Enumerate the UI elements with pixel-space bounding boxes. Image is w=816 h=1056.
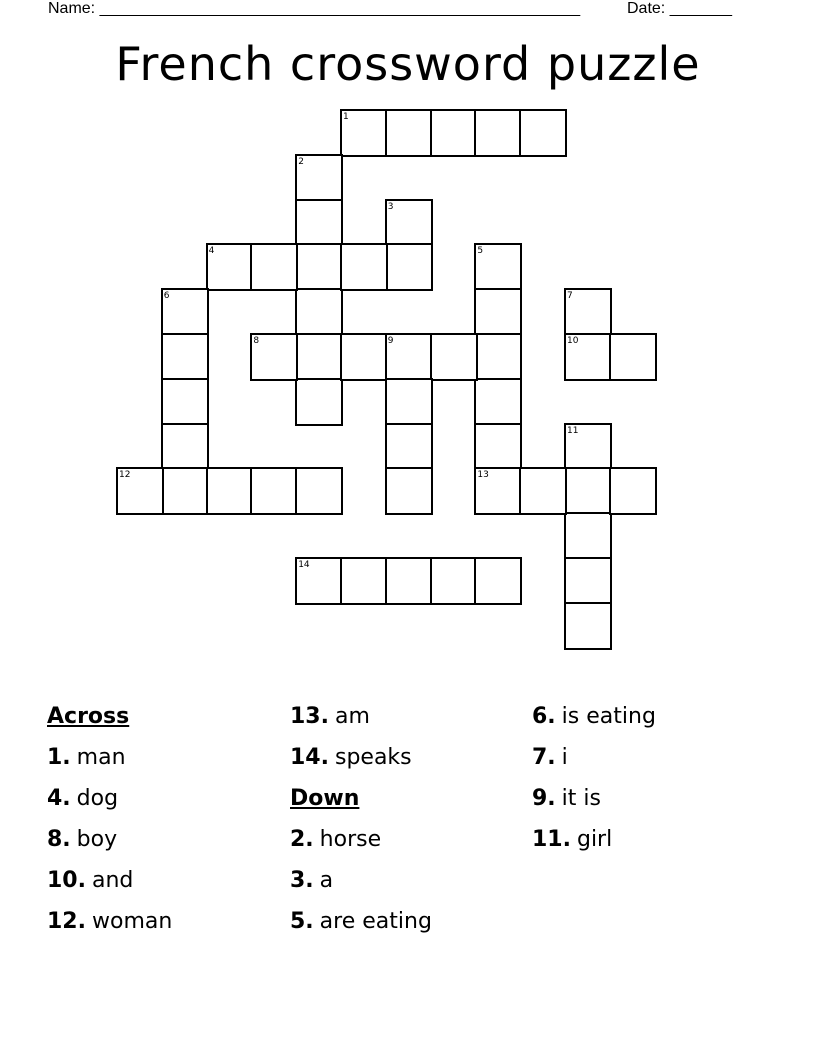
clue-item — [290, 864, 432, 905]
clue-section-heading: Down — [290, 786, 360, 811]
clue-item-number: 5. — [290, 909, 314, 934]
crossword-cell[interactable] — [474, 557, 522, 605]
clue-item-text: a — [319, 868, 334, 893]
clue-number: 8 — [253, 336, 260, 346]
clue-number: 6 — [163, 291, 170, 302]
crossword-cell[interactable] — [295, 154, 343, 202]
clue-item — [532, 700, 656, 741]
clue-item — [532, 782, 656, 823]
clue-number: 1 — [343, 112, 349, 122]
crossword-cell[interactable] — [564, 467, 612, 515]
clue-list — [0, 700, 816, 1000]
clue-number: 2 — [298, 156, 304, 167]
clue-column-3 — [532, 700, 656, 864]
clue-number: 7 — [567, 291, 573, 302]
clue-item-text: and — [91, 868, 134, 893]
crossword-cell[interactable] — [340, 243, 388, 291]
clue-item — [290, 700, 432, 741]
clue-item-number: 13. — [290, 704, 329, 729]
crossword-cell[interactable] — [295, 333, 343, 381]
crossword-cell[interactable] — [295, 378, 343, 426]
clue-item — [47, 864, 172, 905]
clue-item-number: 14. — [290, 745, 329, 770]
clue-number: 10 — [567, 336, 579, 346]
clue-item-number: 9. — [532, 786, 556, 811]
crossword-cell[interactable] — [385, 243, 433, 291]
crossword-cell[interactable] — [206, 467, 254, 515]
clue-item — [47, 905, 172, 946]
crossword-cell[interactable] — [430, 109, 478, 157]
clue-item-text: is eating — [561, 704, 656, 729]
crossword-cell[interactable] — [609, 333, 657, 381]
crossword-cell[interactable] — [340, 109, 388, 157]
crossword-cell[interactable] — [564, 602, 612, 650]
worksheet-header — [0, 0, 816, 24]
clue-section-heading: Across — [47, 704, 130, 729]
crossword-cell[interactable] — [295, 467, 343, 515]
crossword-cell[interactable] — [206, 243, 254, 291]
crossword-cell[interactable] — [609, 467, 657, 515]
clue-number: 5 — [477, 246, 484, 257]
crossword-cell[interactable] — [250, 243, 298, 291]
crossword-cell[interactable] — [385, 109, 433, 157]
crossword-cell[interactable] — [340, 557, 388, 605]
clue-item-number: 6. — [532, 704, 556, 729]
clue-number: 14 — [298, 560, 310, 570]
crossword-cell[interactable] — [385, 333, 433, 381]
crossword-cell[interactable] — [474, 333, 522, 381]
clue-item — [47, 782, 172, 823]
clue-item — [47, 823, 172, 864]
clue-item-text: i — [561, 745, 568, 770]
crossword-cell[interactable] — [564, 557, 612, 605]
clue-item-number: 12. — [47, 909, 86, 934]
crossword-cell[interactable] — [474, 243, 522, 291]
clue-item-text: dog — [76, 786, 119, 811]
page-title: French crossword puzzle — [115, 37, 701, 91]
crossword-cell[interactable] — [295, 288, 343, 336]
crossword-cell[interactable] — [519, 467, 567, 515]
crossword-cell[interactable] — [295, 243, 343, 291]
clue-item-number: 2. — [290, 827, 314, 852]
crossword-cell[interactable] — [564, 333, 612, 381]
crossword-cell[interactable] — [430, 333, 478, 381]
clue-item-text: horse — [319, 827, 382, 852]
crossword-cell[interactable] — [564, 512, 612, 560]
crossword-cell[interactable] — [161, 467, 209, 515]
clue-item — [532, 741, 656, 782]
clue-number: 4 — [208, 246, 215, 257]
clue-item — [290, 823, 432, 864]
crossword-cell[interactable] — [430, 557, 478, 605]
clue-item-text: woman — [91, 909, 173, 934]
crossword-cell[interactable] — [340, 333, 388, 381]
clue-item-number: 7. — [532, 745, 556, 770]
crossword-cell[interactable] — [385, 378, 433, 426]
crossword-cell[interactable] — [385, 557, 433, 605]
clue-item-text: man — [76, 745, 126, 770]
crossword-cell[interactable] — [474, 423, 522, 471]
clue-item — [47, 741, 172, 782]
clue-item-number: 10. — [47, 868, 86, 893]
crossword-cell[interactable] — [474, 467, 522, 515]
crossword-cell[interactable] — [161, 288, 209, 336]
crossword-cell[interactable] — [295, 199, 343, 247]
crossword-cell[interactable] — [564, 288, 612, 336]
clue-item-text: are eating — [319, 909, 432, 934]
name-field-label[interactable]: Name: ______________________________________________________ — [48, 0, 581, 17]
crossword-cell[interactable] — [474, 378, 522, 426]
crossword-cell[interactable] — [385, 423, 433, 471]
clue-item-text: boy — [76, 827, 118, 852]
crossword-cell[interactable] — [474, 288, 522, 336]
clue-number: 11 — [567, 425, 579, 436]
clue-column-2 — [290, 700, 432, 946]
clue-item-number: 4. — [47, 786, 71, 811]
crossword-cell[interactable] — [116, 467, 164, 515]
crossword-cell[interactable] — [385, 467, 433, 515]
clue-column-1 — [47, 700, 172, 946]
clue-item-text: speaks — [334, 745, 412, 770]
clue-number: 9 — [387, 336, 394, 346]
crossword-cell[interactable] — [519, 109, 567, 157]
clue-number: 3 — [387, 201, 394, 212]
clue-item-number: 11. — [532, 827, 571, 852]
crossword-cell[interactable] — [250, 467, 298, 515]
crossword-cell[interactable] — [295, 557, 343, 605]
clue-item — [290, 905, 432, 946]
clue-number: 12 — [119, 470, 131, 481]
crossword-cell[interactable] — [161, 333, 209, 381]
clue-item-number: 8. — [47, 827, 71, 852]
crossword-cell[interactable] — [250, 333, 298, 381]
clue-item — [532, 823, 656, 864]
clue-item-number: 3. — [290, 868, 314, 893]
crossword-cell[interactable] — [385, 199, 433, 247]
clue-number: 13 — [477, 470, 489, 481]
clue-item-text: am — [334, 704, 370, 729]
crossword-cell[interactable] — [161, 423, 209, 471]
clue-item-text: it is — [561, 786, 601, 811]
clue-item-number: 1. — [47, 745, 71, 770]
crossword-cell[interactable] — [474, 109, 522, 157]
clue-item-text: girl — [576, 827, 613, 852]
date-field-label[interactable]: Date: _______ — [627, 0, 732, 17]
crossword-cell[interactable] — [564, 423, 612, 471]
crossword-cell[interactable] — [161, 378, 209, 426]
clue-item — [290, 741, 432, 782]
